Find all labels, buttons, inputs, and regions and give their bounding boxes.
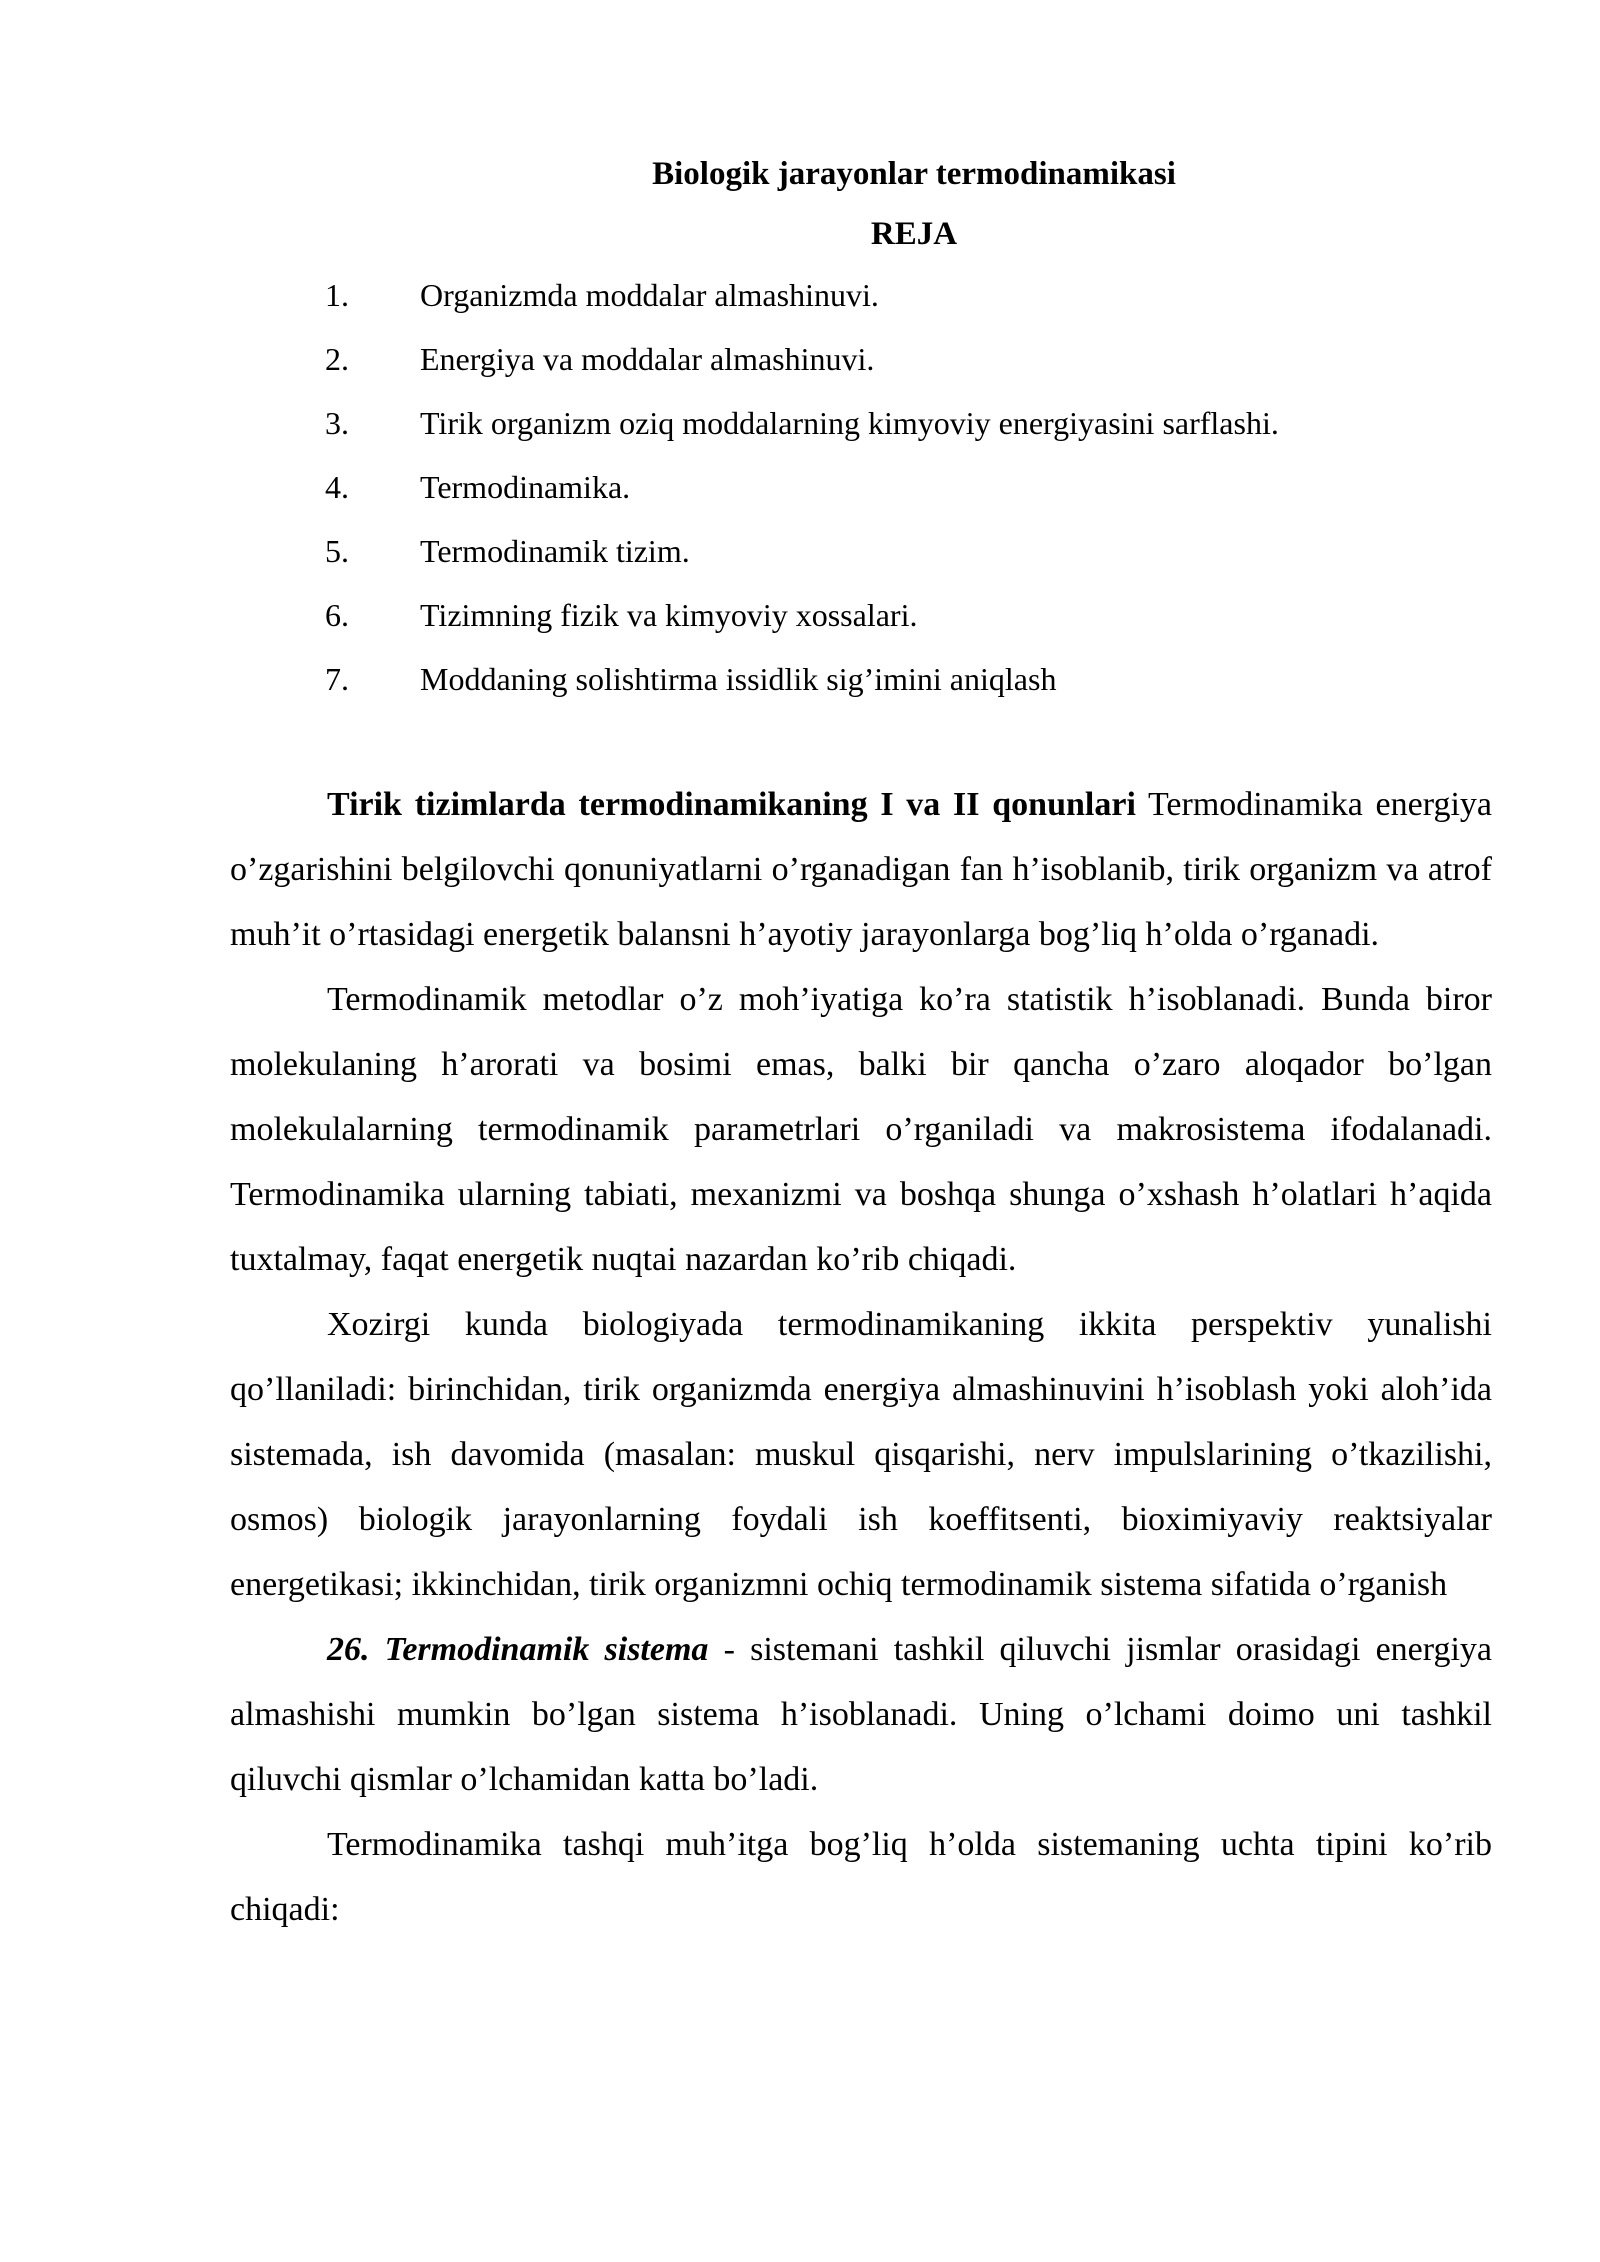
plan-item-number: 2. <box>325 341 349 377</box>
paragraph-methods <box>230 967 1492 1292</box>
plan-item-number: 1. <box>325 277 349 313</box>
plan-item-text: Energiya va moddalar almashinuvi. <box>420 341 875 377</box>
paragraph-text: Termodinamik metodlar o’z moh’iyatiga ko’ra statistik h’isoblanadi. Bunda biror molekulaning h’arorati va bosimi emas, balki bir qancha o’zaro aloqador bo’lgan molekulalarning termodinamik parametrlari o’rganiladi va makrosistema ifodalanadi. Termodinamika ularning tabiati, mexanizmi va boshqa shunga o’xshash h’olatlari h’aqida tuxtalmay, faqat energetik nuqtai nazardan ko’rib chiqadi. <box>230 981 1492 1278</box>
plan-list <box>325 270 1279 718</box>
plan-heading: REJA <box>870 216 958 252</box>
paragraph-text: Termodinamika energiya o’zgarishini belgilovchi qonuniyatlarni o’rganadigan fan h’isoblanib, tirik organizm va atrof muh’it o’rtasidagi energetik balansni h’ayotiy jarayonlarga bog’liq h’olda o’rganadi. <box>230 786 1492 953</box>
paragraph-lead-heading: 26. Termodinamik sistema <box>327 1631 709 1668</box>
plan-item <box>325 462 1279 526</box>
plan-item <box>325 526 1279 590</box>
paragraph-lead-heading: Tirik tizimlarda termodinamikaning I va II qonunlari <box>327 786 1136 823</box>
paragraph-directions <box>230 1292 1492 1617</box>
plan-item-number: 6. <box>325 597 349 633</box>
plan-item-text: Organizmda moddalar almashinuvi. <box>420 277 879 313</box>
paragraph-text: Xozirgi kunda biologiyada termodinamikaning ikkita perspektiv yunalishi qo’llaniladi: birinchidan, tirik organizmda energiya almashinuvini h’isoblash yoki aloh’ida sistemada, ish davomida (masalan: muskul qisqarishi, nerv impulslarining o’tkazilishi, osmos) biologik jarayonlarning foydali ish koeffitsenti, bioximiyaviy reaktsiyalar energetikasi; ikkinchidan, tirik organizmni ochiq termodinamik sistema sifatida o’rganish <box>230 1306 1492 1603</box>
plan-item <box>325 590 1279 654</box>
plan-item-text: Tizimning fizik va kimyoviy xossalari. <box>420 597 918 633</box>
plan-item-text: Tirik organizm oziq moddalarning kimyoviy energiyasini sarflashi. <box>420 405 1279 441</box>
plan-item-number: 7. <box>325 661 349 697</box>
document-body <box>230 772 1492 1942</box>
plan-item <box>325 398 1279 462</box>
plan-item <box>325 334 1279 398</box>
paragraph-system-definition <box>230 1617 1492 1812</box>
plan-item-number: 4. <box>325 469 349 505</box>
plan-item <box>325 654 1279 718</box>
paragraph-text: Termodinamika tashqi muh’itga bog’liq h’olda sistemaning uchta tipini ko’rib chiqadi: <box>230 1826 1492 1928</box>
paragraph-system-types <box>230 1812 1492 1942</box>
plan-item-text: Termodinamik tizim. <box>420 533 690 569</box>
document-title: Biologik jarayonlar termodinamikasi <box>652 156 1176 192</box>
plan-item-number: 5. <box>325 533 349 569</box>
paragraph-text: - sistemani tashkil qiluvchi jismlar orasidagi energiya almashishi mumkin bo’lgan sistema h’isoblanadi. Uning o’lchami doimo uni tashkil qiluvchi qismlar o’lchamidan katta bo’ladi. <box>230 1631 1493 1798</box>
plan-item-text: Moddaning solishtirma issidlik sig’imini aniqlash <box>420 661 1057 697</box>
plan-item <box>325 270 1279 334</box>
paragraph-thermodynamics-laws <box>230 772 1492 967</box>
plan-item-text: Termodinamika. <box>420 469 631 505</box>
plan-item-number: 3. <box>325 405 349 441</box>
